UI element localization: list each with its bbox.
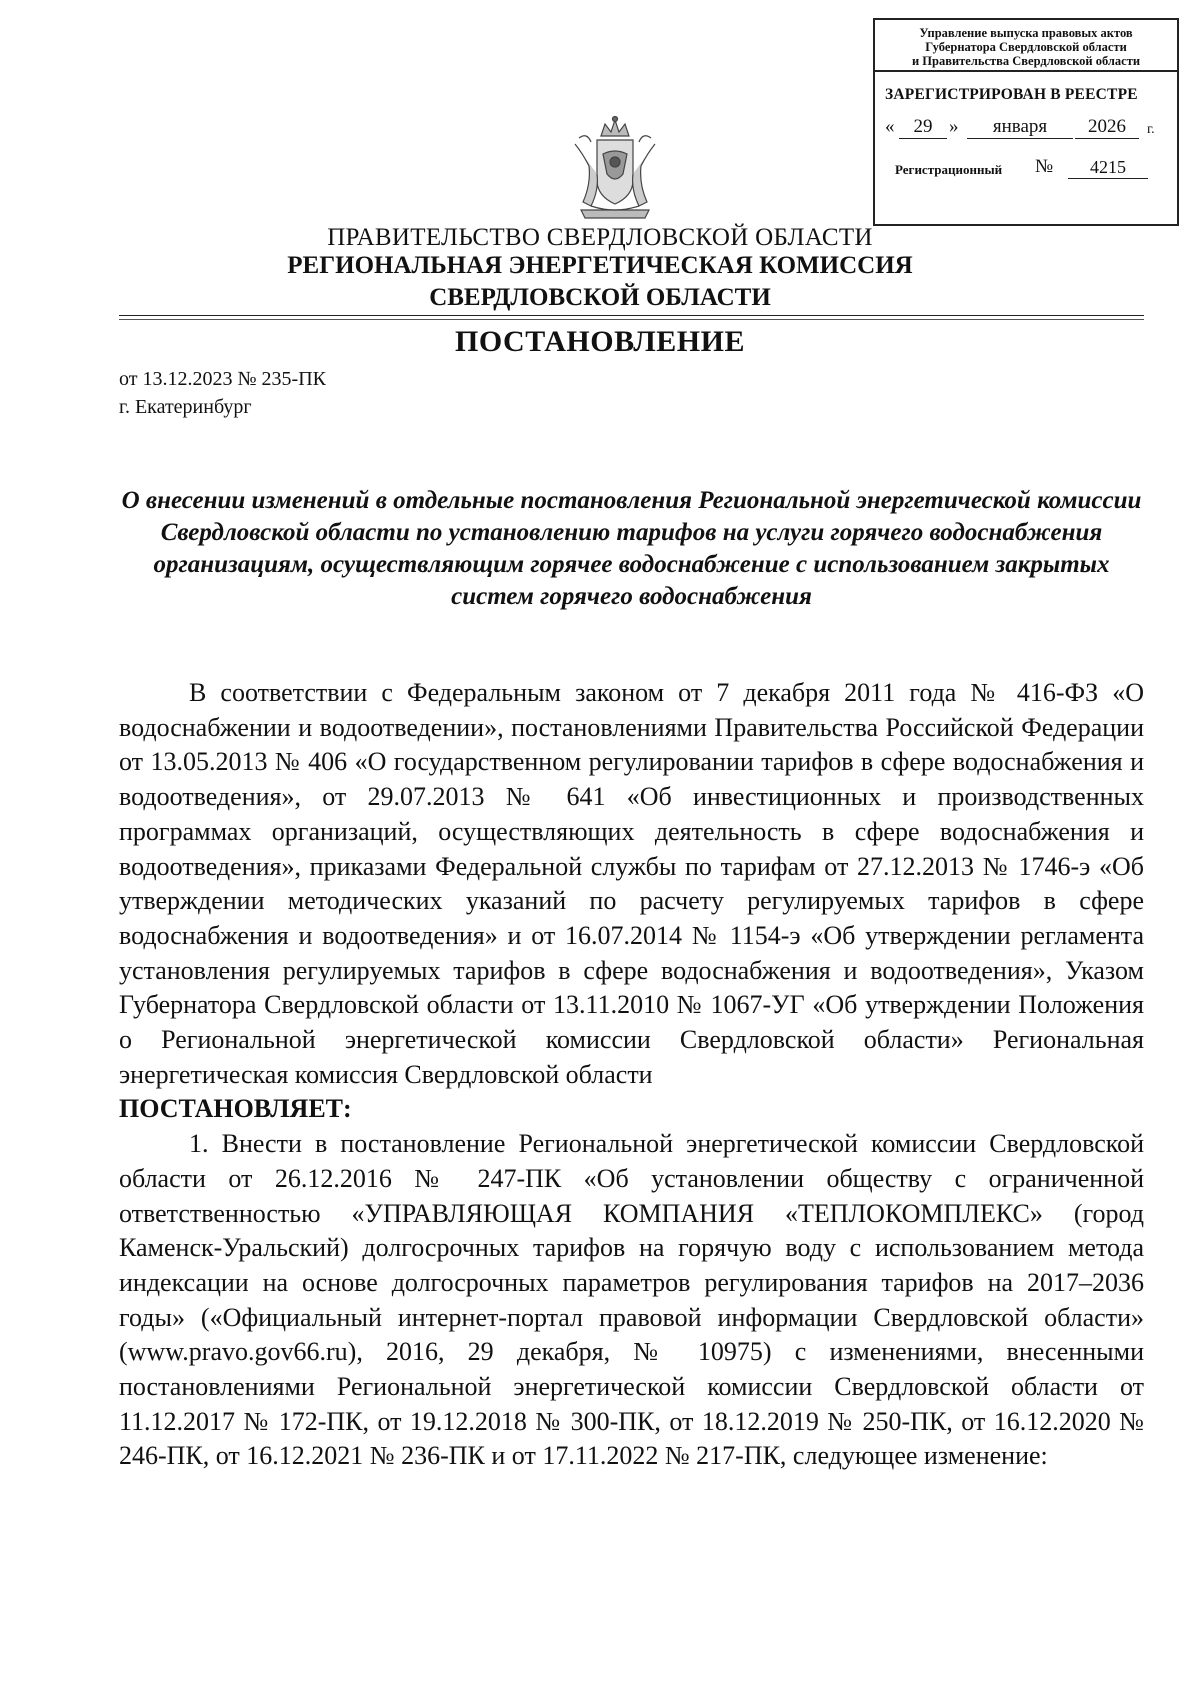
stamp-quote-open: « xyxy=(885,116,895,137)
document-date-number: от 13.12.2023 № 235-ПК xyxy=(119,368,327,390)
stamp-registered-label: ЗАРЕГИСТРИРОВАН В РЕЕСТРЕ xyxy=(885,86,1138,103)
resolves-heading: ПОСТАНОВЛЯЕТ: xyxy=(119,1094,352,1124)
document-city: г. Екатеринбург xyxy=(119,396,252,418)
commission-title: РЕГИОНАЛЬНАЯ ЭНЕРГЕТИЧЕСКАЯ КОМИССИЯ xyxy=(287,252,913,279)
stamp-day: 29 xyxy=(899,116,947,139)
document-type: ПОСТАНОВЛЕНИЕ xyxy=(455,325,745,358)
coat-of-arms-icon xyxy=(561,114,669,224)
stamp-reg-number: 4215 xyxy=(1068,156,1148,179)
government-title: ПРАВИТЕЛЬСТВО СВЕРДЛОВСКОЙ ОБЛАСТИ xyxy=(327,224,873,251)
clause-1-paragraph: 1. Внести в постановление Региональной энергетической комиссии Свердловской области от 26.12.2016 № 247-ПК «Об установлении обществу с ограниченной ответственностью «УПРАВЛЯЮЩАЯ КОМПАНИЯ «ТЕПЛОКОМПЛЕКС» (город Каменск-Уральский) долгосрочных тарифов на горячую воду с использованием метода индексации на основе долгосрочных параметров регулирования тарифов на 2017–2036 годы» («Официальный интернет-портал правовой информации Свердловской области» (www.pravo.gov66.ru), 2016, 29 декабря, № 10975) с изменениями, внесенными постановлениями Региональной энергетической комиссии Свердловской области от 11.12.2017 № 172-ПК, от 19.12.2018 № 300-ПК, от 18.12.2019 № 250-ПК, от 16.12.2020 № 246-ПК, от 16.12.2021 № 236-ПК и от 17.11.2022 № 217-ПК, следующее изменение: xyxy=(119,1129,1144,1471)
stamp-year-suffix: г. xyxy=(1147,122,1155,137)
registry-stamp xyxy=(873,18,1179,226)
document-title: О внесении изменений в отдельные постановления Региональной энергетической комиссии Свердловской области по установлению тарифов на услуги горячего водоснабжения организациям, осуществляющим горячее водоснабжение с использованием закрытых систем горячего водоснабжения xyxy=(121,487,1142,610)
stamp-reg-label: Регистрационный xyxy=(895,162,1003,177)
stamp-year: 2026 xyxy=(1075,116,1139,139)
preamble-paragraph: В соответствии с Федеральным законом от 7 декабря 2011 года № 416-ФЗ «О водоснабжении и водоотведении», постановлениями Правительства Российской Федерации от 13.05.2013 № 406 «О государственном регулировании тарифов в сфере водоснабжения и водоотведения», от 29.07.2013 № 641 «Об инвестиционных и производственных программах организаций, осуществляющих деятельность в сфере водоснабжения и водоотведения», приказами Федеральной службы по тарифам от 27.12.2013 № 1746-э «Об утверждении методических указаний по расчету регулируемых тарифов в сфере водоснабжения и водоотведения» и от 16.07.2014 № 1154-э «Об утверждении регламента установления регулируемых тарифов в сфере водоснабжения и водоотведения», Указом Губернатора Свердловской области от 13.11.2010 № 1067-УГ «Об утверждении Положения о Региональной энергетической комиссии Свердловской области» Региональная энергетическая комиссия Свердловской области xyxy=(119,678,1144,1089)
stamp-no-sign: № xyxy=(1035,156,1054,177)
stamp-header: Управление выпуска правовых актов Губернатора Свердловской области и Правительства Свердловской области xyxy=(875,20,1177,72)
region-title: СВЕРДЛОВСКОЙ ОБЛАСТИ xyxy=(429,284,771,311)
stamp-date xyxy=(875,116,1177,146)
stamp-number-row xyxy=(875,154,1177,184)
stamp-month: января xyxy=(967,116,1073,139)
document-body xyxy=(119,676,1144,1474)
header-divider xyxy=(119,315,1144,316)
header-divider-thin xyxy=(119,319,1144,320)
stamp-quote-close: » xyxy=(949,116,959,137)
